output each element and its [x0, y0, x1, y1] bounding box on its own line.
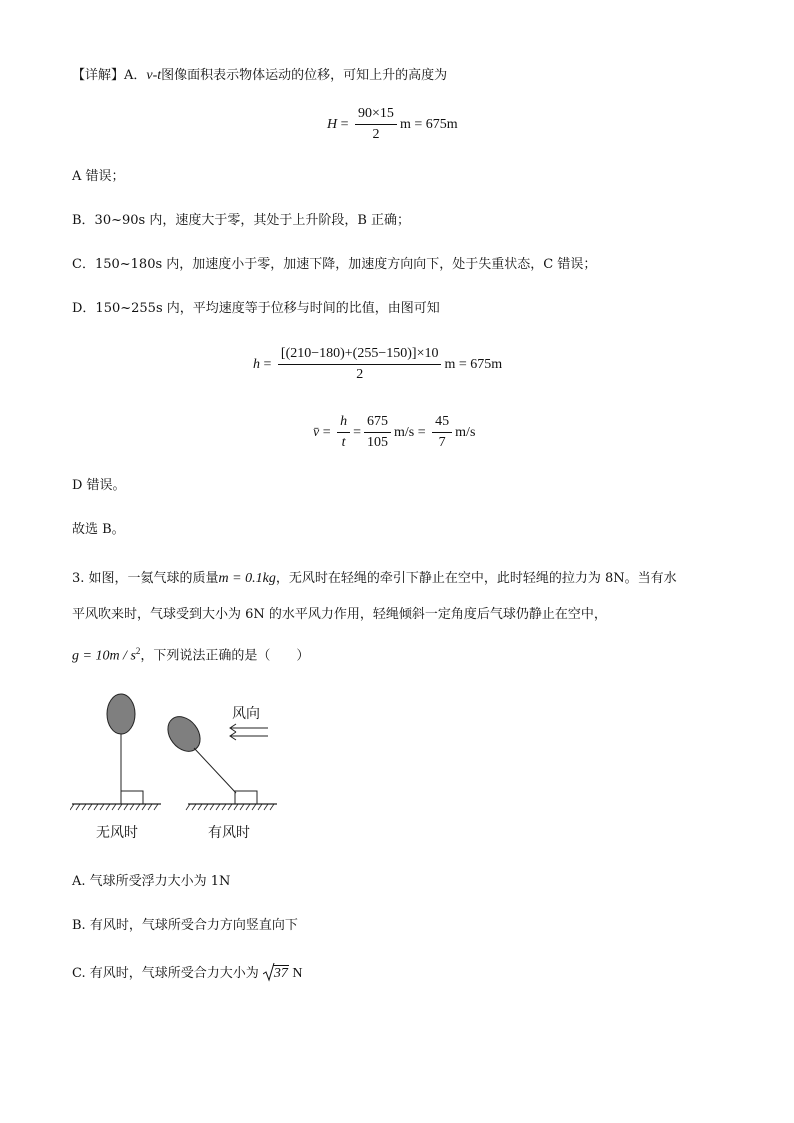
option-a: A. 气球所受浮力大小为 1N [72, 874, 231, 889]
option-a-verdict: A 错误； [72, 169, 125, 184]
option-b-analysis: B．30~90s 内，速度大于零，其处于上升阶段，B 正确； [72, 213, 411, 228]
eq-v-fraction-3 [432, 414, 452, 451]
option-c-text: C. 有风时，气球所受合力大小为 [72, 966, 263, 981]
sqrt-37 [263, 965, 289, 983]
eq-v-f2-num: 675 [364, 414, 391, 433]
eq-v-f3-den: 7 [438, 435, 446, 450]
with-wind-label: 有风时 [208, 825, 250, 841]
eq-v-f2-den: 105 [367, 435, 389, 450]
question-3-line-3 [72, 642, 309, 665]
balloon-no-wind [107, 694, 135, 734]
eq-h-fraction [355, 106, 397, 143]
vt-symbol: v-t [146, 68, 162, 83]
equation-velocity: v̄ = $\frac{h}{t}$ = $\frac{675}{105}$ m/s = $\frac{45}{7}$ m/s [313, 414, 476, 450]
q3-line1-end: ，无风时在轻绳的牵引下静止在空中，此时轻绳的拉力为 8N。当有水 [275, 571, 677, 586]
wind-arrows [230, 724, 268, 740]
q3-gravity: g = 10m / s [72, 648, 136, 664]
eq-v-fraction-2 [364, 414, 391, 451]
eq-disp-tail: m = 675m [444, 356, 503, 372]
anchor-block-no-wind [121, 791, 143, 804]
no-wind-diagram [70, 694, 161, 810]
q3-gravity-exponent: 2 [135, 646, 141, 656]
eq-v-unit-1: m/s [394, 424, 415, 440]
ground-hatch-with-wind [186, 804, 274, 810]
analysis-intro [72, 67, 447, 85]
option-b: B. 有风时，气球所受合力方向竖直向下 [72, 918, 298, 933]
eq-v-f1-num: h [337, 414, 350, 433]
equation-height: H = $\frac{90\times 15}{2}$ m = 675m [327, 106, 458, 142]
eq-h-denominator: 2 [372, 127, 380, 142]
eq-disp-numerator: [(210−180)+(255−150)]×10 [278, 346, 442, 365]
q3-line3-end: ，下列说法正确的是（ ） [140, 648, 310, 664]
q3-mass: m = 0.1kg [218, 571, 276, 586]
equation-displacement: h = $\frac{[(210-180)+(255-150)]\times 10}{2}$ m = 675m [253, 346, 503, 382]
sqrt-radicand: 37 [273, 966, 288, 981]
analysis-rest: 图像面积表示物体运动的位移，可知上升的高度为 [161, 68, 448, 83]
with-wind-diagram [161, 710, 277, 810]
question-3-line-1 [72, 570, 677, 588]
eq-v-lhs: v̄ [313, 424, 320, 440]
eq-disp-fraction [278, 346, 442, 383]
option-d-verdict: D 错误。 [72, 478, 126, 493]
option-d-analysis: D．150~255s 内，平均速度等于位移与时间的比值，由图可知 [72, 301, 440, 316]
option-c [72, 965, 303, 983]
answer-line: 故选 B。 [72, 522, 125, 537]
balloon-with-wind [161, 710, 206, 757]
eq-h-tail: m = 675m [399, 116, 458, 132]
eq-v-f3-num: 45 [432, 414, 452, 433]
eq-v-fraction-1 [337, 414, 350, 451]
eq-v-f1-den: t [341, 435, 346, 450]
eq-h-lhs: H [327, 116, 338, 132]
eq-h-numerator: 90×15 [355, 106, 397, 125]
eq-disp-denominator: 2 [356, 367, 364, 382]
option-c-analysis: C．150~180s 内，加速度小于零，加速下降，加速度方向向下，处于失重状态，C 错误； [72, 257, 597, 272]
eq-disp-lhs: h [253, 356, 260, 372]
question-3-line-2: 平风吹来时，气球受到大小为 6N 的水平风力作用，轻绳倾斜一定角度后气球仍静止在空中， [72, 607, 607, 622]
q3-line1-start: 3. 如图，一氦气球的质量 [72, 571, 219, 586]
option-c-unit: N [288, 966, 303, 981]
analysis-prefix: 【详解】A． [72, 68, 147, 83]
rope-with-wind [194, 748, 236, 793]
anchor-block-with-wind [235, 791, 257, 804]
ground-hatch-no-wind [70, 804, 158, 810]
eq-v-unit-2: m/s [455, 424, 476, 440]
wind-direction-label: 风向 [232, 706, 260, 722]
no-wind-label: 无风时 [96, 825, 138, 841]
